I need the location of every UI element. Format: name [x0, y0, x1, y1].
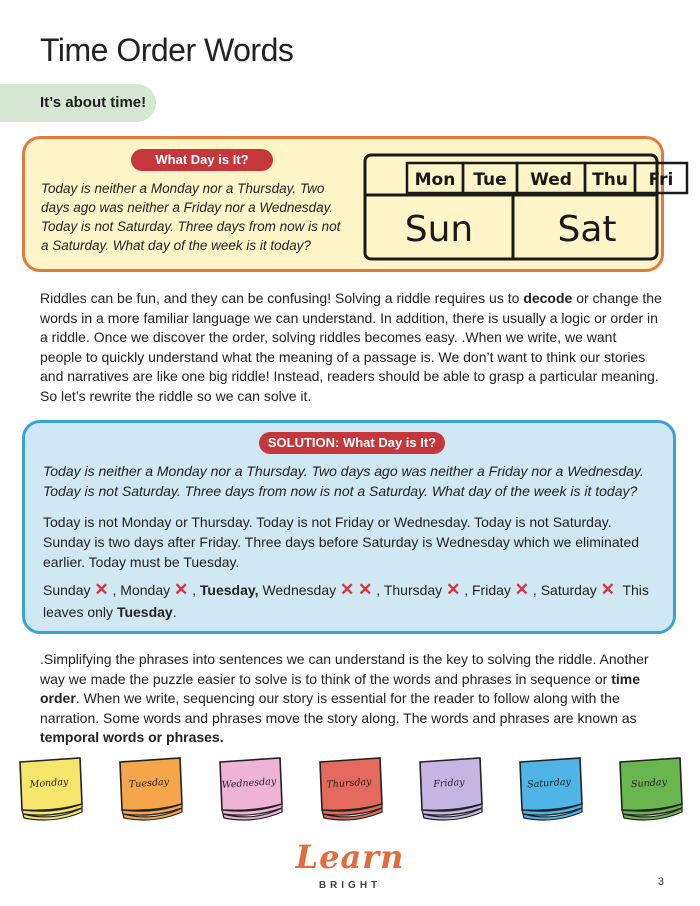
conclusion-text-2: . When we write, sequencing our story is essential for the reader to follow along with the narration. Some words and phrases move the story along. The words and phrases are known as: [40, 690, 637, 726]
sticky-note-saturday: [514, 752, 584, 816]
riddle-box: [22, 136, 674, 272]
logo-main: Learn: [295, 838, 405, 876]
sticky-note-wednesday: [214, 752, 284, 816]
sketch-day-label: Mon: [414, 170, 456, 190]
elim-monday: Monday: [120, 582, 171, 598]
solution-box: [22, 420, 676, 634]
solution-simplified: Today is not Monday or Thursday. Today is not Friday or Wednesday. Today is not Saturday. Sunday is two days after Friday. Three days before Saturday is Wednesday which we eliminated earlier. Today must be Tuesday.: [43, 514, 640, 570]
x-mark-icon: ✕: [358, 580, 373, 599]
conclusion-bold-temporal: temporal words or phrases.: [40, 729, 224, 745]
sticky-note-tuesday: [114, 752, 184, 816]
sticky-note-label: Thursday: [326, 776, 372, 791]
intro-bold-decode: decode: [523, 290, 573, 306]
page-title: Time Order Words: [40, 32, 294, 68]
sticky-note-sunday: [614, 752, 684, 816]
elim-thursday: Thursday: [383, 582, 443, 598]
elim-friday: Friday: [472, 582, 511, 598]
sticky-note-label: Sunday: [630, 776, 668, 791]
riddle-text: Today is neither a Monday nor a Thursday. Two days ago was neither a Friday nor a Wednesday. Today is not Saturday. Three days from now is not a Saturday. What day of the week is it today?: [41, 181, 341, 253]
intro-paragraph: [40, 289, 662, 406]
sticky-note-label: Tuesday: [128, 776, 170, 791]
sticky-note-label: Friday: [432, 776, 465, 791]
sketch-sun: Sun: [404, 209, 474, 250]
conclusion-paragraph: [40, 650, 662, 748]
sticky-note-label: Wednesday: [221, 776, 277, 791]
elim-sunday: Sunday: [43, 582, 91, 598]
sketch-day-label: Tue: [473, 170, 507, 190]
sketch-day-label: Fri: [648, 170, 674, 190]
sticky-note-thursday: [314, 752, 384, 816]
conclusion-bold-time-order: time order: [40, 670, 641, 706]
elim-wednesday: Wednesday: [262, 582, 337, 598]
conclusion-text-1: .Simplifying the phrases into sentences we can understand is the key to solving the riddle. Another way we made the puzzle easier to solve is to think of the words and phrases in sequence or: [40, 651, 649, 687]
elim-saturday: Saturday: [540, 582, 597, 598]
sticky-note-monday: [14, 752, 84, 816]
page-number: 3: [657, 876, 664, 888]
solution-restated: Today is neither a Monday nor a Thursday. Two days ago was neither a Friday nor a Wednesday. Today is not Saturday. Three days from now is not a Saturday. What day of the week is it today?: [43, 463, 644, 499]
sketch-day-label: Wed: [530, 170, 572, 190]
x-mark-icon: ✕: [514, 580, 530, 599]
learn-bright-logo: [294, 838, 406, 896]
x-mark-icon: ✕: [94, 580, 109, 599]
sticky-notes-row: [14, 752, 684, 832]
x-mark-icon: ✕: [446, 580, 461, 599]
elimination-line: Sunday ✕ , Monday ✕ , Tuesday, Wednesday ✕ ✕ , Thursday ✕ , Friday ✕ , Saturday ✕ This leaves only Tuesday.: [43, 580, 649, 620]
sticky-note-friday: [414, 752, 484, 816]
sticky-note-label: Monday: [29, 776, 69, 791]
elim-tail: This leaves only: [43, 582, 649, 620]
intro-text-1: Riddles can be fun, and they can be confusing! Solving a riddle requires us to: [40, 290, 524, 306]
sketch-sat: Sat: [557, 209, 617, 250]
riddle-label: What Day is It?: [131, 149, 273, 171]
elim-end: .: [172, 604, 177, 620]
days-sketch: [363, 153, 674, 261]
logo-sub: BRIGHT: [318, 880, 382, 891]
elim-answer: Tuesday: [116, 604, 173, 620]
sketch-weekdays: [407, 163, 687, 193]
elim-tuesday: Tuesday,: [199, 582, 259, 598]
sketch-day-label: Thu: [592, 170, 628, 190]
x-mark-icon: ✕: [340, 580, 355, 599]
x-mark-icon: ✕: [174, 580, 189, 599]
subtitle: It’s about time!: [40, 94, 147, 111]
x-mark-icon: ✕: [600, 580, 615, 599]
sticky-note-label: Saturday: [526, 776, 572, 791]
solution-label: SOLUTION: What Day is It?: [259, 432, 445, 454]
intro-text-2: or change the words in a more familiar language we can understand. In addition, there is usually a logic or order in a riddle. Once we discover the order, solving riddles becomes easy. .When we write, we want people to quickly understand what the meaning of a passage is. We don’t want to think our stories and narratives are like one big riddle! Instead, readers should be able to grasp a particular meaning. So let’s rewrite the riddle so we can solve it.: [40, 290, 662, 404]
